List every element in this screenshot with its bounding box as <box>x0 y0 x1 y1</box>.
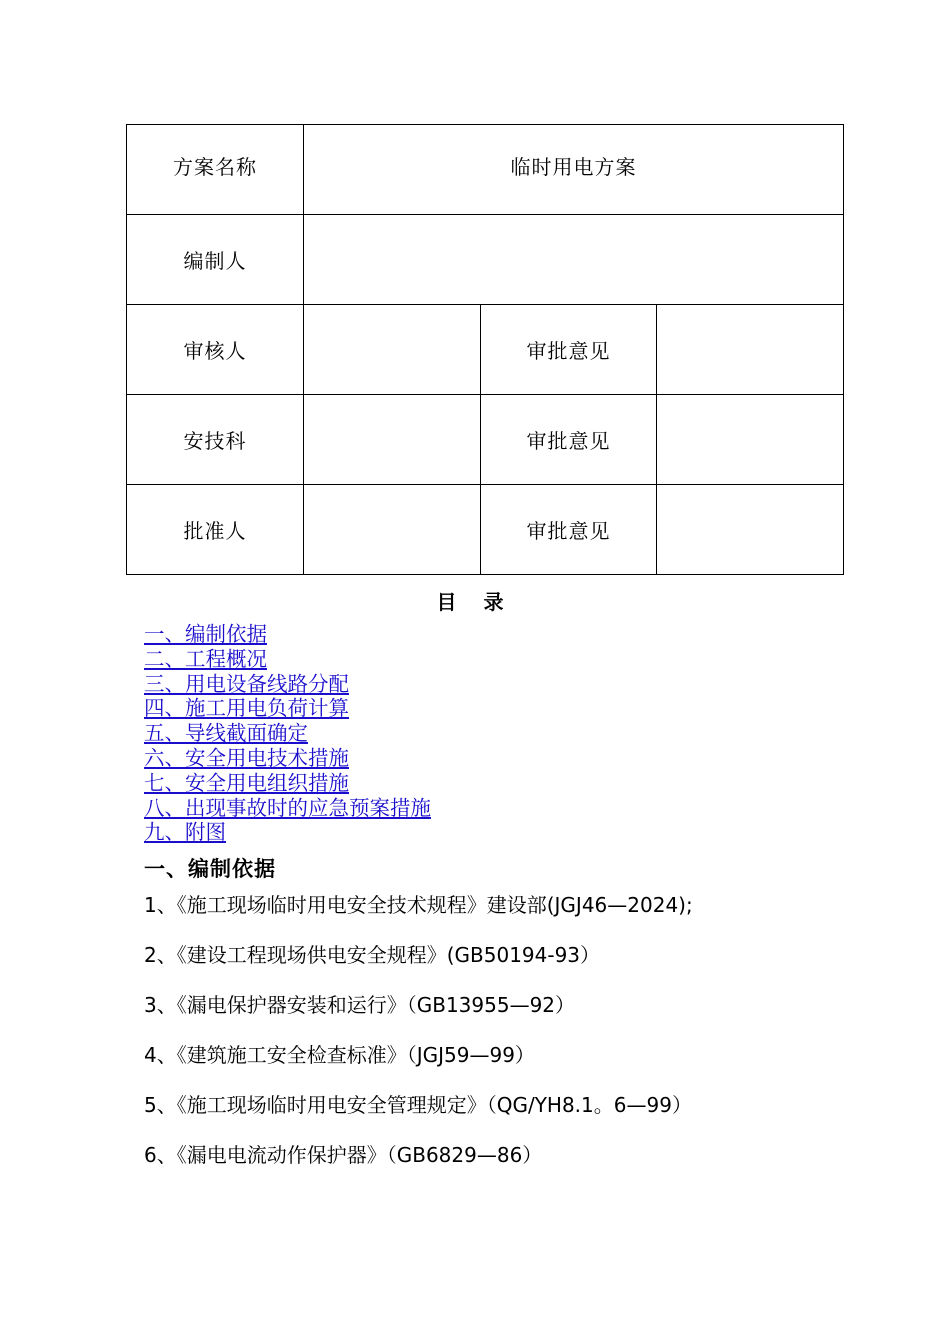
approval-table <box>126 124 844 575</box>
list-item <box>144 746 431 771</box>
safety-dept-label: 安技科 <box>127 395 304 485</box>
table-row <box>127 395 844 485</box>
list-item <box>144 721 431 746</box>
compiler-label: 编制人 <box>127 215 304 305</box>
table-row <box>127 215 844 305</box>
reviewer-value <box>304 305 481 395</box>
reviewer-opinion-label: 审批意见 <box>481 305 657 395</box>
reference-item: 2、《建设工程现场供电安全规程》(GB50194-93） <box>144 943 601 967</box>
list-item <box>144 796 431 821</box>
toc-link-3[interactable]: 三、用电设备线路分配 <box>144 671 349 696</box>
table-row <box>127 125 844 215</box>
reference-item: 6、《漏电电流动作保护器》（GB6829—86） <box>144 1143 543 1167</box>
scheme-name-value: 临时用电方案 <box>304 125 844 215</box>
safety-dept-opinion-value <box>657 395 844 485</box>
reference-item: 1、《施工现场临时用电安全技术规程》建设部(JGJ46—2024); <box>144 893 693 917</box>
list-item <box>144 622 431 647</box>
toc-title: 目 录 <box>436 590 514 614</box>
list-item <box>144 672 431 697</box>
safety-dept-opinion-label: 审批意见 <box>481 395 657 485</box>
toc-link-6[interactable]: 六、安全用电技术措施 <box>144 745 349 770</box>
table-row <box>127 485 844 575</box>
toc-link-2[interactable]: 二、工程概况 <box>144 646 267 671</box>
list-item <box>144 771 431 796</box>
toc-link-5[interactable]: 五、导线截面确定 <box>144 721 308 746</box>
approver-value <box>304 485 481 575</box>
list-item <box>144 820 431 845</box>
toc-link-7[interactable]: 七、安全用电组织措施 <box>144 770 349 795</box>
list-item <box>144 696 431 721</box>
reference-item: 4、《建筑施工安全检查标准》（JGJ59—99） <box>144 1043 535 1067</box>
list-item <box>144 647 431 672</box>
table-of-contents <box>144 622 431 845</box>
approver-label: 批准人 <box>127 485 304 575</box>
section-heading: 一、编制依据 <box>144 857 276 881</box>
scheme-name-label: 方案名称 <box>127 125 304 215</box>
reference-item: 3、《漏电保护器安装和运行》（GB13955—92） <box>144 993 576 1017</box>
toc-link-9[interactable]: 九、附图 <box>144 820 226 845</box>
reference-item: 5、《施工现场临时用电安全管理规定》（QG/YH8.1。6—99） <box>144 1093 692 1117</box>
approver-opinion-value <box>657 485 844 575</box>
safety-dept-value <box>304 395 481 485</box>
toc-link-8[interactable]: 八、出现事故时的应急预案措施 <box>144 795 431 820</box>
table-row <box>127 305 844 395</box>
toc-link-4[interactable]: 四、施工用电负荷计算 <box>144 696 349 721</box>
compiler-value <box>304 215 844 305</box>
reviewer-label: 审核人 <box>127 305 304 395</box>
reference-list <box>144 892 693 1192</box>
approver-opinion-label: 审批意见 <box>481 485 657 575</box>
toc-link-1[interactable]: 一、编制依据 <box>144 622 267 646</box>
reviewer-opinion-value <box>657 305 844 395</box>
